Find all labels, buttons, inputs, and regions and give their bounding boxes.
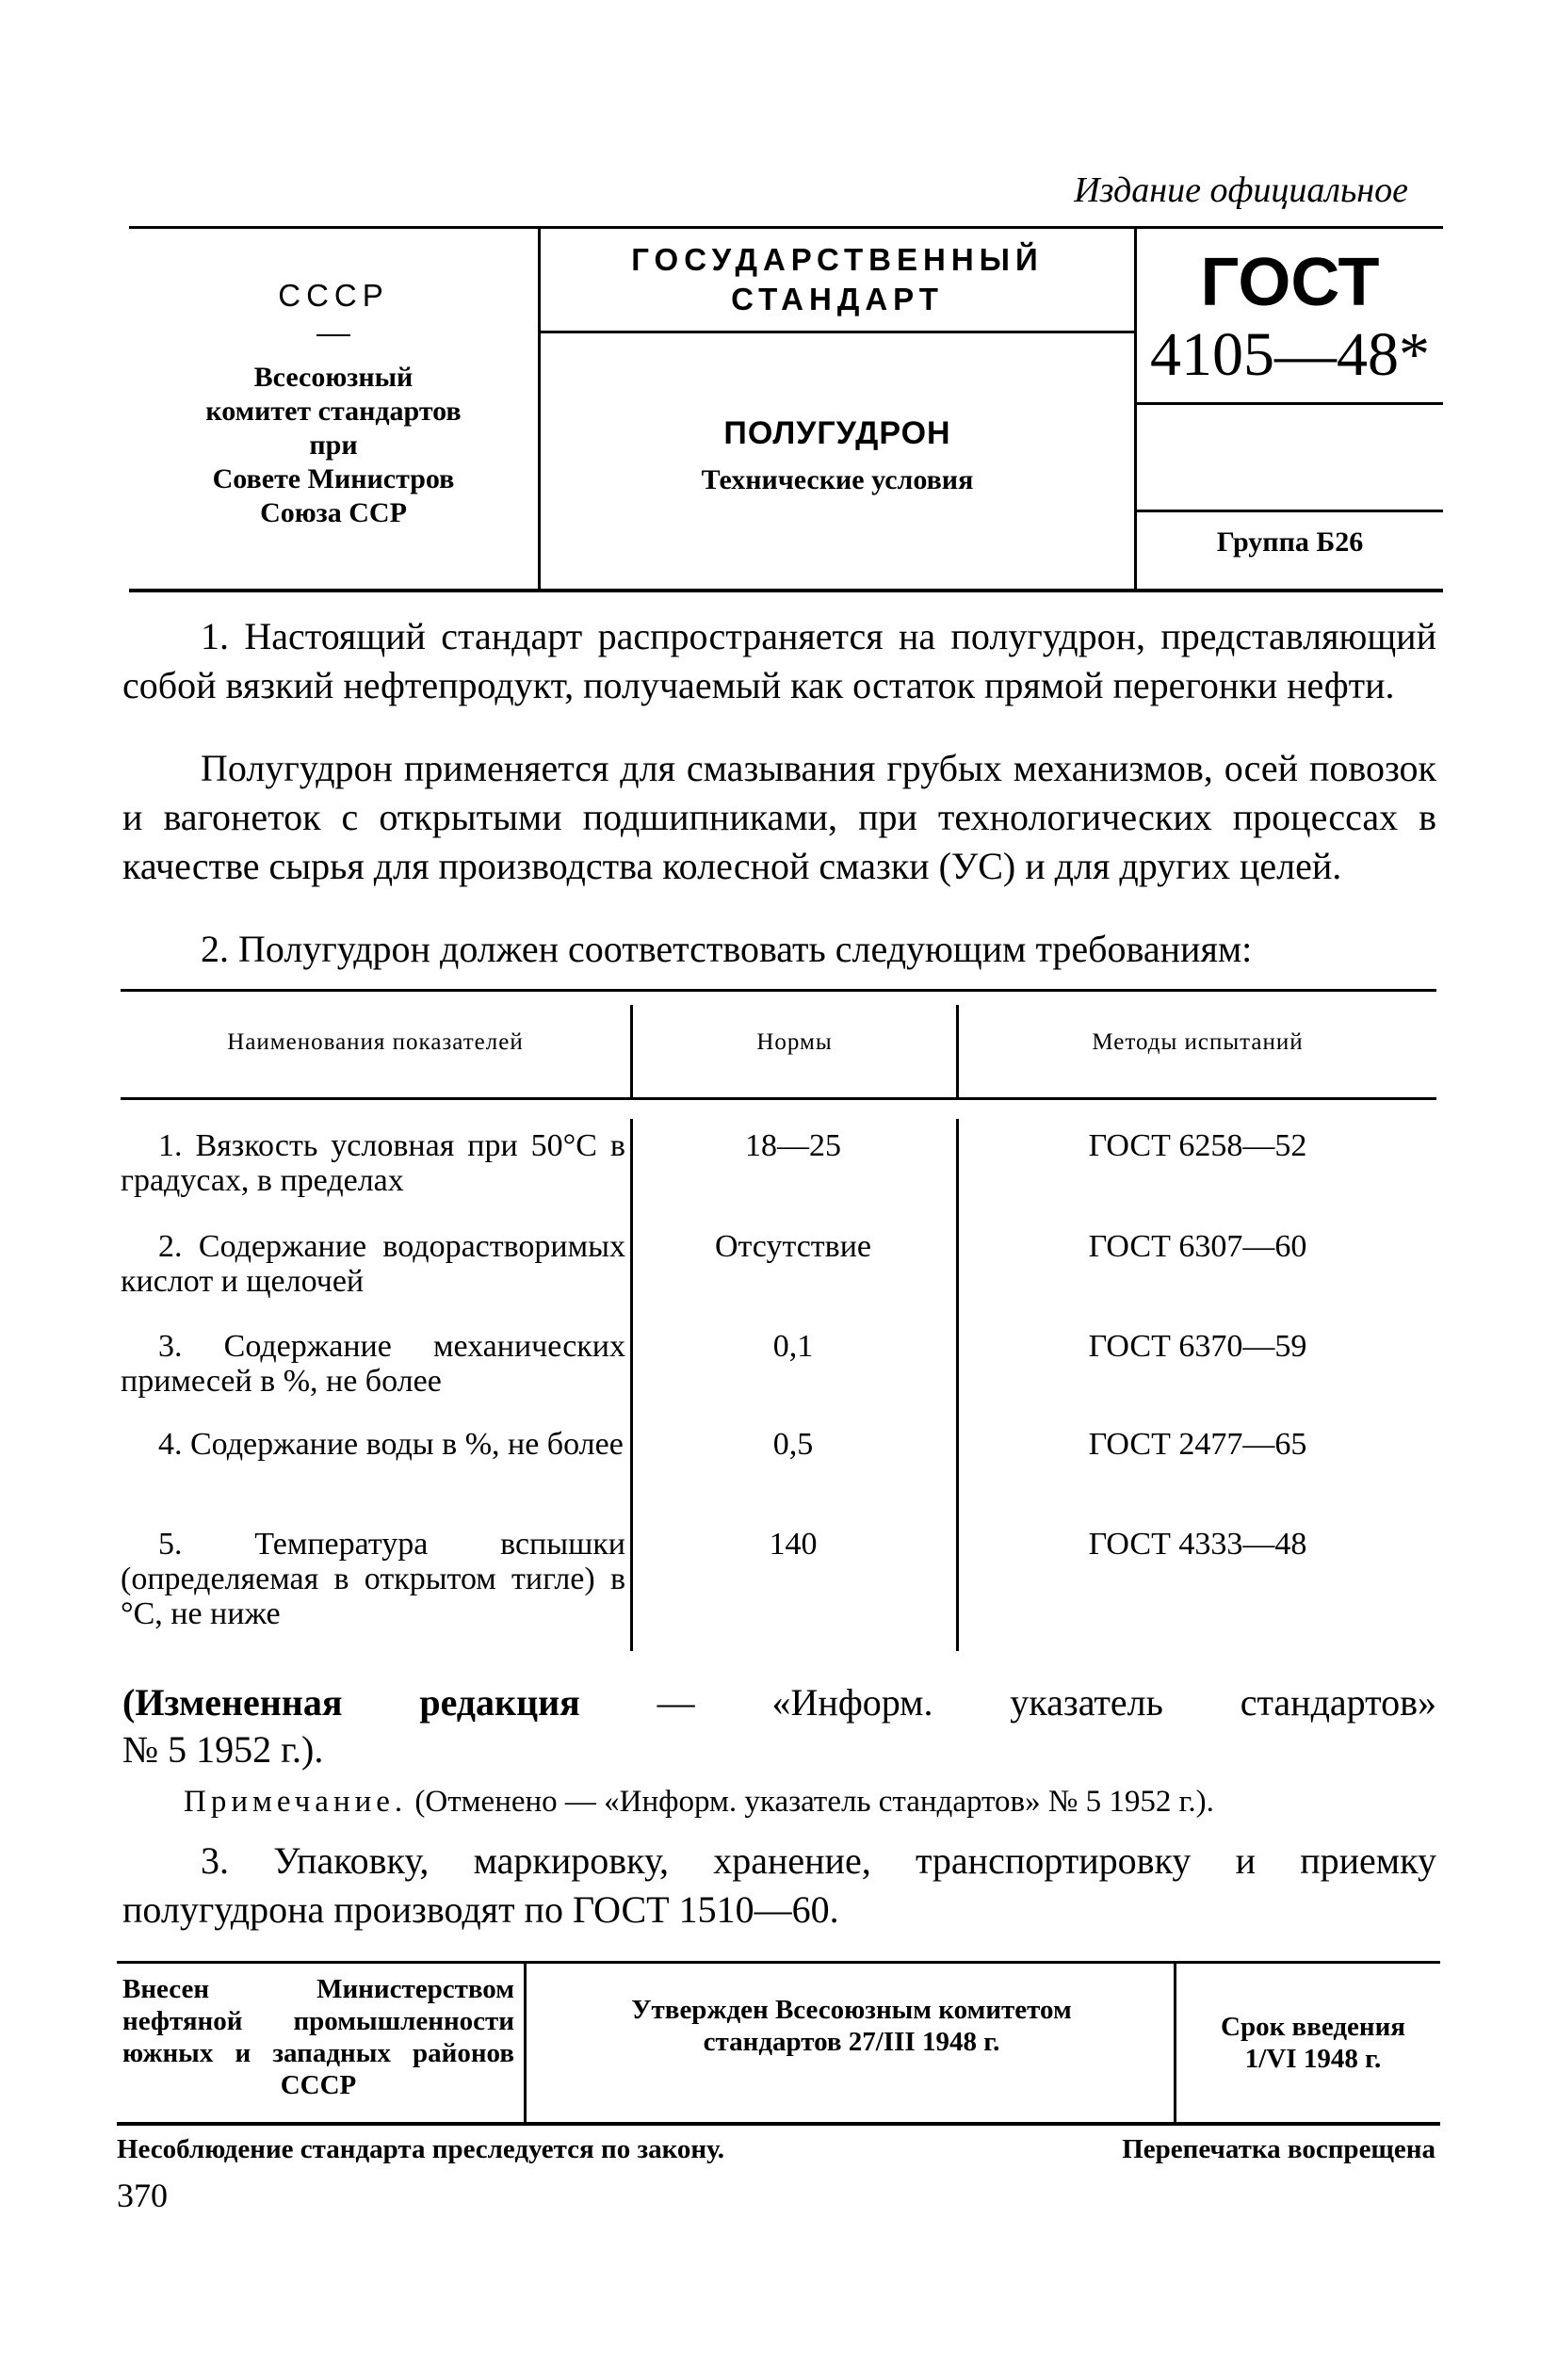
committee-line: Совете Министров: [212, 463, 455, 494]
paragraph-scope: 1. Настоящий стандарт распространяется на полугудрон, представляющий собой вязкий нефтепродукт, получаемый как остаток прямой перегонки нефти.: [122, 615, 1436, 706]
legal-warning: [117, 2134, 1435, 2165]
committee-line: при: [309, 429, 358, 461]
warning-left: Несоблюдение стандарта преследуется по закону.: [117, 2134, 724, 2164]
effective-date: Срок введения 1/VI 1948 г.: [1221, 2012, 1405, 2074]
introduced-by: Внесен Министерством нефтяной промышленности южных и западных районов СССР: [122, 1974, 514, 2100]
table-header-rule: [121, 1097, 1436, 1100]
table-cell-name: 1. Вязкость условная при 50°C в градусах, в пределах: [121, 1128, 625, 1198]
gost-label: ГОСТ: [1200, 245, 1380, 320]
approved-by: Утвержден Всесоюзным комитетом стандартов 27/III 1948 г.: [631, 1995, 1072, 2057]
table-divider: [630, 1119, 633, 1651]
table-cell-norm: 140: [769, 1527, 818, 1562]
product-name: ПОЛУГУДРОН: [723, 415, 951, 451]
committee-name: [129, 361, 538, 530]
header-rule: [541, 331, 1134, 333]
table-cell-name: 2. Содержание водорастворимых кислот и щелочей: [121, 1229, 625, 1299]
standard-footer: [117, 1961, 1440, 2126]
amendment-reference: № 5 1952 г.).: [122, 1728, 324, 1771]
amendment-text: — «Информ. указатель стандартов»: [579, 1681, 1436, 1724]
ussr-label: СССР: [278, 278, 389, 313]
column-header-method: Методы испытаний: [1092, 1029, 1304, 1055]
header-rule: [1137, 402, 1443, 405]
footer-divider: [524, 1964, 527, 2122]
standard-header: [129, 226, 1443, 592]
table-cell-name: 5. Температура вспышки (определяемая в открытом тигле) в °C, не ниже: [121, 1527, 625, 1631]
divider-dash: [316, 334, 350, 336]
edition-label: Издание официальное: [1074, 170, 1408, 210]
table-divider: [956, 1119, 959, 1651]
paragraph-application: Полугудрон применяется для смазывания грубых механизмов, осей повозок и вагонеток с открытыми подшипниками, при технологических процессах в качестве сырья для производства колесной смазки (УС) и для других целей.: [122, 747, 1436, 887]
table-cell-method: ГОСТ 4333—48: [1088, 1527, 1307, 1562]
paragraph-requirements-intro: 2. Полугудрон должен соответствовать следующим требованиям:: [201, 928, 1253, 970]
table-cell-method: ГОСТ 2477—65: [1088, 1427, 1307, 1462]
group-code: Группа Б26: [1216, 526, 1364, 558]
state-standard-line: ГОСУДАРСТВЕННЫЙ: [631, 242, 1044, 277]
table-cell-name: 3. Содержание механических примесей в %, не более: [121, 1329, 625, 1399]
table-cell-method: ГОСТ 6258—52: [1088, 1128, 1307, 1163]
table-cell-method: ГОСТ 6307—60: [1088, 1229, 1307, 1264]
state-standard-line: СТАНДАРТ: [731, 282, 944, 316]
column-header-name: Наименования показателей: [227, 1029, 524, 1055]
column-header-norm: Нормы: [756, 1029, 833, 1055]
requirements-table: [121, 989, 1436, 1651]
committee-line: Всесоюзный: [253, 362, 414, 393]
warning-right: Перепечатка воспрещена: [1122, 2134, 1435, 2164]
note: [184, 1785, 1214, 1820]
amendment-bold: (Измененная редакция: [122, 1681, 580, 1724]
state-standard-title: [541, 240, 1134, 319]
note-label: Примечание.: [184, 1785, 408, 1819]
committee-line: комитет стандартов: [205, 396, 462, 427]
page-number: 370: [117, 2177, 168, 2214]
table-cell-norm: Отсутствие: [714, 1229, 872, 1264]
table-cell-name: 4. Содержание воды в %, не более: [158, 1427, 624, 1462]
note-text: (Отменено — «Информ. указатель стандартов» № 5 1952 г.).: [407, 1785, 1214, 1819]
table-cell-method: ГОСТ 6370—59: [1088, 1329, 1307, 1364]
footer-divider: [1174, 1964, 1176, 2122]
table-cell-norm: 0,1: [772, 1329, 814, 1364]
header-rule: [1137, 510, 1443, 512]
table-cell-norm: 0,5: [772, 1427, 814, 1462]
gost-number: 4105—48*: [1150, 320, 1430, 389]
committee-line: Союза ССР: [260, 497, 407, 528]
table-cell-norm: 18—25: [745, 1128, 841, 1163]
document-subtitle: Технические условия: [701, 464, 974, 495]
amendment-note: [122, 1678, 1436, 1727]
paragraph-packaging: 3. Упаковку, маркировку, хранение, транспортировку и приемку полугудрона производят по ГОСТ 1510—60.: [122, 1839, 1436, 1931]
